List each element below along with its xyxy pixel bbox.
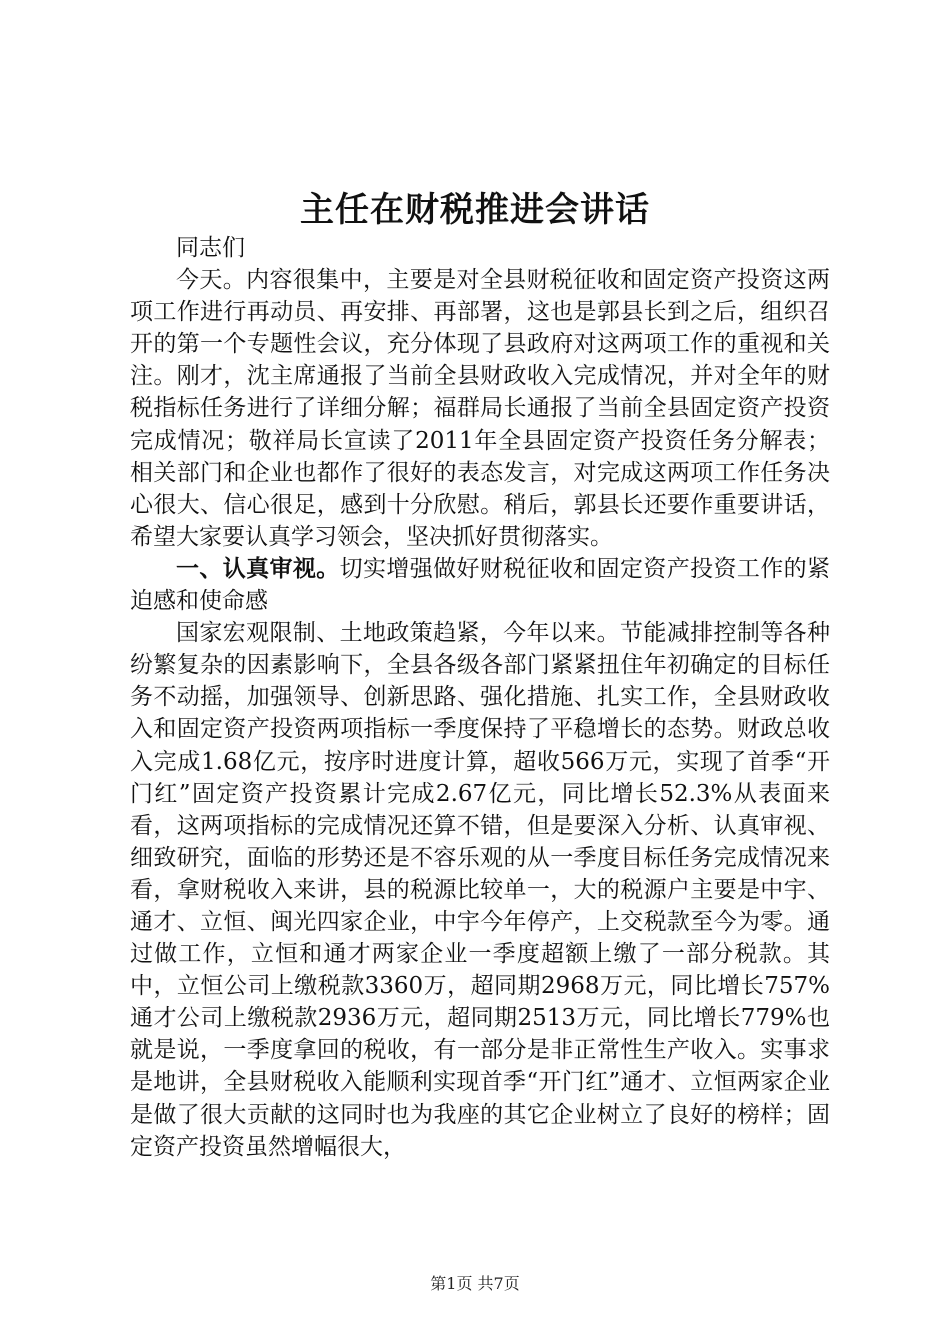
section-heading-lead: 一、认真审视。 (176, 554, 340, 582)
body-paragraph: 今天。内容很集中，主要是对全县财税征收和固定资产投资这两项工作进行再动员、再安排、再部署，这也是郭县长到之后，组织召开的第一个专题性会议，充分体现了县政府对这两项工作的重视和关注。刚才，沈主席通报了当前全县财政收入完成情况，并对全年的财税指标任务进行了详细分解；福群局长通报了当前全县固定资产投资完成情况；敬祥局长宣读了2011年全县固定资产投资任务分解表；相关部门和企业也都作了很好的表态发言，对完成这两项工作任务决心很大、信心很足，感到十分欣慰。稍后，郭县长还要作重要讲话，希望大家要认真学习领会，坚决抓好贯彻落实。 (130, 267, 830, 550)
section-heading (130, 553, 830, 617)
document-body (130, 232, 830, 1163)
document-title: 主任在财税推进会讲话 (300, 190, 650, 230)
section-heading-rest: 切实增强做好财税征收和固定资产投资工作的紧迫感和使命感 (130, 555, 831, 615)
body-paragraph: 国家宏观限制、土地政策趋紧，今年以来。节能减排控制等各种纷繁复杂的因素影响下，全县各级各部门紧紧扭住年初确定的目标任务不动摇，加强领导、创新思路、强化措施、扎实工作，全县财政收入和固定资产投资两项指标一季度保持了平稳增长的态势。财政总收入完成1.68亿元，按序时进度计算，超收566万元，实现了首季“开门红”固定资产投资累计完成2.67亿元，同比增长52.3%从表面来看，这两项指标的完成情况还算不错，但是要深入分析、认真审视、细致研究，面临的形势还是不容乐观的从一季度目标任务完成情况来看，拿财税收入来讲，县的税源比较单一，大的税源户主要是中宇、通才、立恒、闽光四家企业，中宇今年停产，上交税款至今为零。通过做工作，立恒和通才两家企业一季度超额上缴了一部分税款。其中，立恒公司上缴税款3360万，超同期2968万元，同比增长757%通才公司上缴税款2936万元，超同期2513万元，同比增长779%也就是说，一季度拿回的税收，有一部分是非正常性生产收入。实事求是地讲，全县财税收入能顺利实现首季“开门红”通才、立恒两家企业是做了很大贡献的这同时也为我座的其它企业树立了良好的榜样；固定资产投资虽然增幅很大， (130, 620, 830, 1160)
page-footer: 第1页 共7页 (430, 1274, 520, 1293)
salutation: 同志们 (176, 235, 245, 261)
